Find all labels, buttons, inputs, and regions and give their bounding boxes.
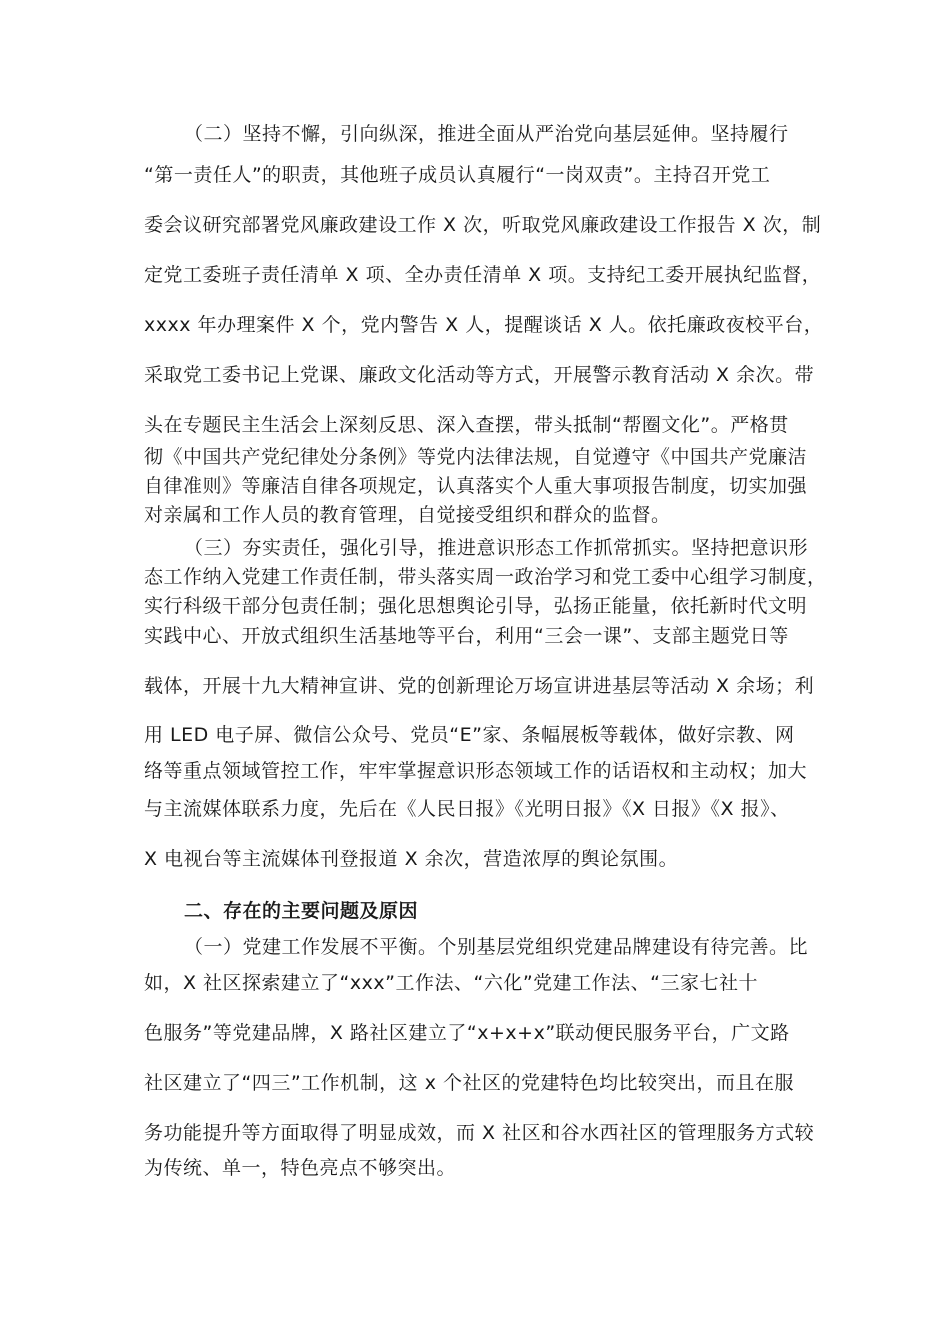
paragraph-line: 务功能提升等方面取得了明显成效，而 X 社区和谷水西社区的管理服务方式较 — [144, 1122, 815, 1144]
paragraph-line: （三）夯实责任，强化引导，推进意识形态工作抓常抓实。坚持把意识形 — [184, 537, 809, 559]
paragraph-line: 实践中心、开放式组织生活基地等平台，利用“三会一课”、支部主题党日等 — [144, 625, 789, 647]
paragraph-line: 色服务”等党建品牌，X 路社区建立了“x+x+x”联动便民服务平台，广文路 — [144, 1022, 790, 1044]
paragraph-line: 彻《中国共产党纪律处分条例》等党内法律法规，自觉遵守《中国共产党廉洁 — [144, 446, 808, 468]
paragraph-line: xxxx 年办理案件 X 个，党内警告 X 人，提醒谈话 X 人。依托廉政夜校平台， — [144, 314, 824, 336]
paragraph-line: 用 LED 电子屏、微信公众号、党员“E”家、条幅展板等载体，做好宗教、网 — [144, 724, 795, 746]
paragraph-line: 社区建立了“四三”工作机制，这 x 个社区的党建特色均比较突出，而且在服 — [144, 1072, 795, 1094]
paragraph-line: 对亲属和工作人员的教育管理，自觉接受组织和群众的监督。 — [144, 504, 671, 526]
paragraph-line: 为传统、单一，特色亮点不够突出。 — [144, 1157, 457, 1179]
paragraph-line: 如，X 社区探索建立了“xxx”工作法、“六化”党建工作法、“三家七社十 — [144, 972, 759, 994]
paragraph-line: （二）坚持不懈，引向纵深，推进全面从严治党向基层延伸。坚持履行 — [184, 123, 789, 145]
paragraph-line: 与主流媒体联系力度，先后在《人民日报》《光明日报》《X 日报》《X 报》、 — [144, 798, 790, 820]
paragraph-line: 委会议研究部署党风廉政建设工作 X 次，听取党风廉政建设工作报告 X 次，制 — [144, 214, 822, 236]
paragraph-line: （一）党建工作发展不平衡。个别基层党组织党建品牌建设有待完善。比 — [184, 936, 809, 958]
paragraph-line: “第一责任人”的职责，其他班子成员认真履行“一岗双责”。主持召开党工 — [144, 164, 771, 186]
paragraph-line: 载体，开展十九大精神宣讲、党的创新理论万场宣讲进基层等活动 X 余场；利 — [144, 675, 815, 697]
paragraph-line: 络等重点领域管控工作，牢牢掌握意识形态领域工作的话语权和主动权；加大 — [144, 760, 808, 782]
paragraph-line: 态工作纳入党建工作责任制，带头落实周一政治学习和党工委中心组学习制度， — [144, 566, 827, 588]
paragraph-line: 自律准则》等廉洁自律各项规定，认真落实个人重大事项报告制度，切实加强 — [144, 475, 808, 497]
paragraph-line: 定党工委班子责任清单 X 项、全办责任清单 X 项。支持纪工委开展执纪监督， — [144, 264, 822, 286]
paragraph-line: 头在专题民主生活会上深刻反思、深入查摆，带头抵制“帮圈文化”。严格贯 — [144, 414, 789, 436]
section-heading: 二、存在的主要问题及原因 — [184, 900, 419, 922]
paragraph-line: 采取党工委书记上党课、廉政文化活动等方式，开展警示教育活动 X 余次。带 — [144, 364, 815, 386]
paragraph-line: 实行科级干部分包责任制；强化思想舆论引导，弘扬正能量，依托新时代文明 — [144, 595, 808, 617]
paragraph-line: X 电视台等主流媒体刊登报道 X 余次，营造浓厚的舆论氛围。 — [144, 848, 679, 870]
